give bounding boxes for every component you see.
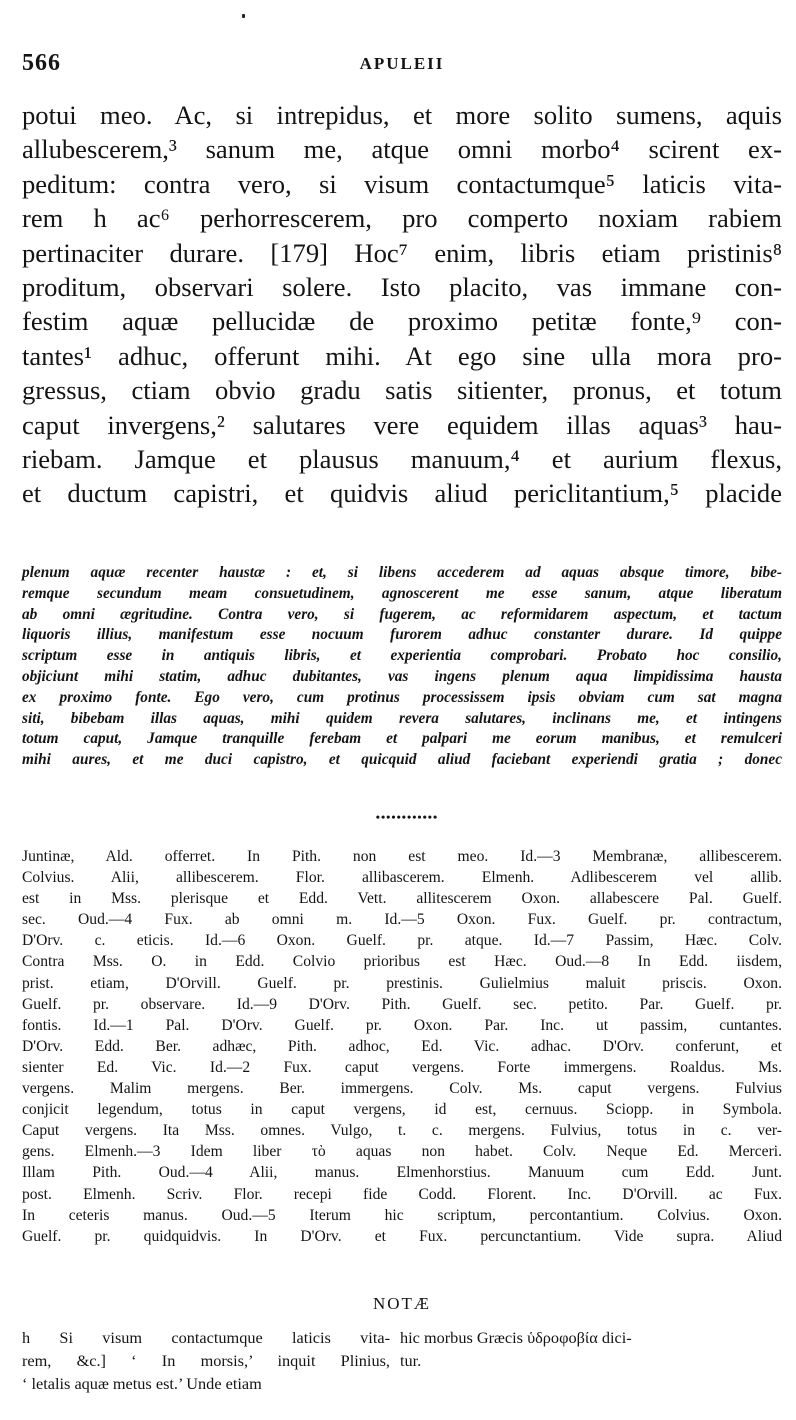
main-line: potui meo. Ac, si intrepidus, et more solito sumens, aquis [22, 100, 782, 130]
note-line: hic morbus Græcis ὑδροφοβία dici- [400, 1328, 632, 1347]
paraphrase-line: remque secundum meam consuetudinem, agnoscerent me esse sanum, atque liberatum [22, 584, 782, 602]
main-line: festim aquæ pellucidæ de proximo petitæ fonte,⁹ con- [22, 306, 782, 337]
variant-line: Colvius. Alii, allibescerem. Flor. allibascerem. Elmenh. Adlibescerem vel allib. [22, 869, 782, 887]
variant-line: In ceteris manus. Oud.—5 Iterum hic scriptum, percontantium. Colvius. Oxon. [22, 1206, 782, 1224]
book-page [22, 0, 782, 1420]
main-line: proditum, observari solere. Isto placito, vas immane con- [22, 271, 782, 302]
variant-line: D'Orv. c. eticis. Id.—6 Oxon. Guelf. pr. atque. Id.—7 Passim, Hæc. Colv. [22, 932, 782, 950]
main-line: gressus, ctiam obvio gradu satis sitienter, pronus, et totum [22, 375, 782, 406]
main-line: rem h ac⁶ perhorrescerem, pro comperto noxiam rabiem [22, 203, 782, 234]
main-line: et ductum capistri, et quidvis aliud periclitantium,⁵ placide [22, 478, 782, 509]
variant-line: Guelf. pr. observare. Id.—9 D'Orv. Pith. Guelf. sec. petito. Par. Guelf. pr. [22, 995, 782, 1013]
variant-line: Juntinæ, Ald. offerret. In Pith. non est meo. Id.—3 Membranæ, allibescerem. [22, 848, 782, 865]
notes-right-column [400, 1326, 630, 1372]
paraphrase-line: totum caput, Jamque tranquille ferebam et palpari me eorum manibus, et remulceri [22, 730, 782, 748]
section-ornament: •••••••••••• [375, 810, 439, 824]
variant-line: D'Orv. Edd. Ber. adhæc, Pith. adhoc, Ed. Vic. adhac. D'Orv. conferunt, et [22, 1037, 782, 1055]
variant-line: post. Elmenh. Scriv. Flor. recepi fide Codd. Florent. Inc. D'Orvill. ac Fux. [22, 1185, 782, 1203]
notae-notes [22, 1326, 782, 1406]
main-line: pertinaciter durare. [179] Hoc⁷ enim, libris etiam pristinis⁸ [22, 237, 782, 268]
main-line: allubescerem,³ sanum me, atque omni morbo⁴ scirent ex- [22, 134, 782, 165]
variant-line: Illam Pith. Oud.—4 Alii, manus. Elmenhorstius. Manuum cum Edd. Junt. [22, 1164, 782, 1182]
note-line: ‘ letalis aquæ metus est.’ Unde etiam [22, 1374, 262, 1393]
variant-line: sienter Ed. Vic. Id.—2 Fux. caput vergens. Forte immergens. Roaldus. Ms. [22, 1058, 782, 1076]
variant-line: conjicit legendum, totus in caput vergens, id est, cernuus. Sciopp. in Symbola. [22, 1101, 782, 1119]
paraphrase-line: scriptum esse in antiquis libris, et experientia comprobari. Probato hoc consilio, [22, 647, 782, 665]
note-line: rem, &c.] ‘ In morsis,’ inquit Plinius, [22, 1351, 390, 1370]
paraphrase-line: ex proximo fonte. Ego vero, cum protinus processissem ipsis obviam cum sat magna [22, 688, 782, 706]
main-line: caput invergens,² salutares vere equidem illas aquas³ hau- [22, 409, 782, 440]
variant-line: Guelf. pr. quidquidvis. In D'Orv. et Fux. percunctantium. Vide supra. Aliud [22, 1227, 782, 1245]
variant-line: gens. Elmenh.—3 Idem liber τὸ aquas non habet. Colv. Neque Ed. Merceri. [22, 1143, 782, 1161]
variant-readings [22, 846, 782, 1247]
paraphrase-line: objiciunt mihi statim, adhuc dubitantes, vas ingens plenum aqua limpidissima hausta [22, 667, 782, 685]
main-line: riebam. Jamque et plausus manuum,⁴ et aurium flexus, [22, 443, 782, 474]
paraphrase-line: plenum aquæ recenter haustæ : et, si libens accederem ad aquas absque timore, bibe- [22, 564, 782, 581]
paraphrase-line: siti, bibebam illas aquas, mihi quidem revera salutares, inclinans me, et intingens [22, 709, 782, 727]
notes-left-column [22, 1326, 390, 1395]
main-line: peditum: contra vero, si visum contactumque⁵ laticis vita- [22, 168, 782, 199]
main-line: tantes¹ adhuc, offerunt mihi. At ego sine ulla mora pro- [22, 340, 782, 371]
variant-line: vergens. Malim mergens. Ber. immergens. Colv. Ms. caput vergens. Fulvius [22, 1080, 782, 1098]
variant-line: sec. Oud.—4 Fux. ab omni m. Id.—5 Oxon. Fux. Guelf. pr. contractum, [22, 911, 782, 929]
variant-line: est in Mss. plerisque et Edd. Vett. allitescerem Oxon. allabescere Pal. Guelf. [22, 890, 782, 908]
page-header [22, 50, 782, 80]
paraphrase-line: mihi aures, et me duci capistro, et quicquid aliud faciebant experiendi gratia ; donec [22, 751, 782, 769]
page-number: 566 [22, 50, 61, 76]
paraphrase-line: liquoris illius, manifestum esse nocuum furorem adhuc constanter durare. Id quippe [22, 626, 782, 644]
note-line: tur. [400, 1351, 422, 1370]
paraphrase-line: ab omni ægritudine. Contra vero, si fugerem, ac reformidarem aspectum, et tactum [22, 605, 782, 623]
note-line: h Si visum contactumque laticis vita- [22, 1328, 390, 1347]
variant-line: prist. etiam, D'Orvill. Guelf. pr. prestinis. Gulielmius maluit priscis. Oxon. [22, 974, 782, 992]
variant-line: Contra Mss. O. in Edd. Colvio prioribus est Hæc. Oud.—8 In Edd. iisdem, [22, 953, 782, 971]
notae-heading: NOTÆ [372, 1294, 432, 1313]
latin-paraphrase [22, 563, 782, 771]
main-latin-text [22, 98, 782, 511]
running-title: APULEII [359, 54, 445, 73]
variant-line: Caput vergens. Ita Mss. omnes. Vulgo, t. c. mergens. Fulvius, totus in c. ver- [22, 1122, 782, 1140]
variant-line: fontis. Id.—1 Pal. D'Orv. Guelf. pr. Oxon. Par. Inc. ut passim, cuntantes. [22, 1016, 782, 1034]
print-speck [242, 14, 245, 18]
